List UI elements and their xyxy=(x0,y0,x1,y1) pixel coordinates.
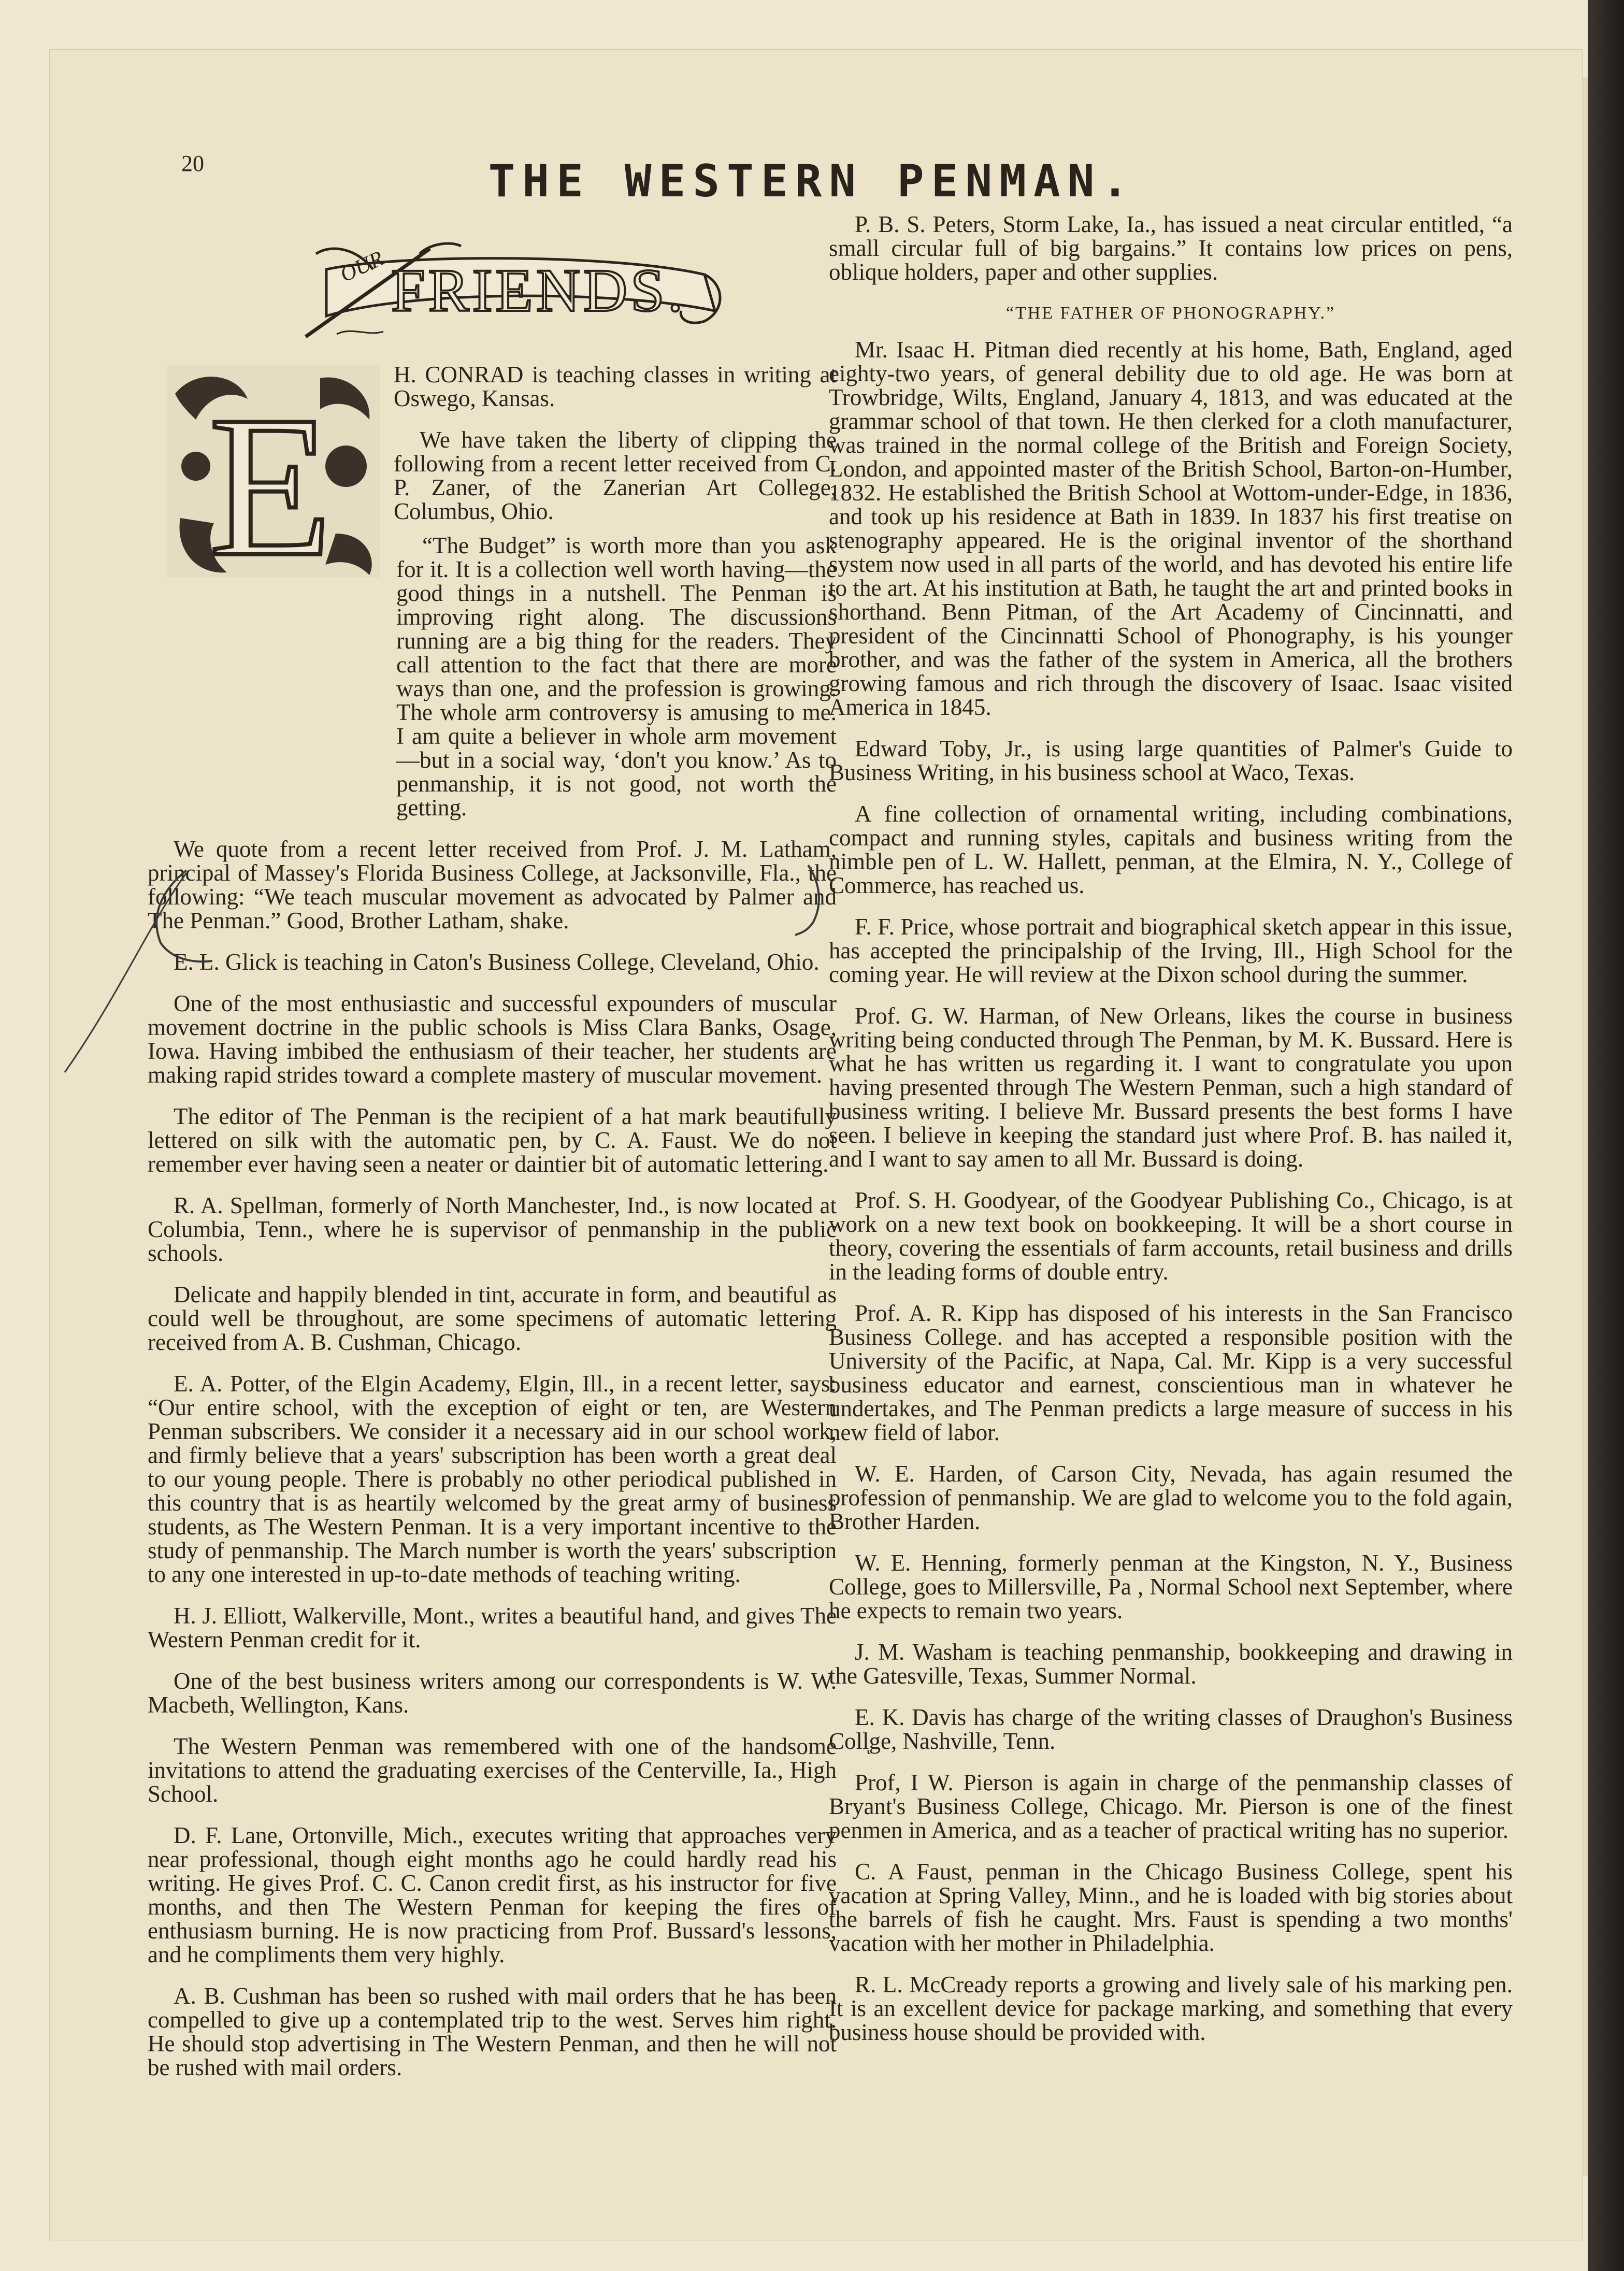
article-paragraph: F. F. Price, whose portrait and biographical sketch appear in this issue, has accepted the principalship of the Irving, Ill., High School for the coming year. He will review at the Dixon school during the summer. xyxy=(829,914,1513,987)
article-paragraph: R. L. McCready reports a growing and lively sale of his marking pen. It is an excellent device for package marking, and something that every business house should be provided with. xyxy=(829,1972,1513,2045)
article-paragraph: P. B. S. Peters, Storm Lake, Ia., has issued a neat circular entitled, “a small circular full of big bargains.” It contains low prices on pens, oblique holders, paper and other supplies. xyxy=(829,211,1513,285)
article-paragraph: Delicate and happily blended in tint, accurate in form, and beautiful as could well be throughout, are some specimens of automatic lettering received from A. B. Cushman, Chicago. xyxy=(148,1282,837,1355)
book-binding xyxy=(1588,0,1624,2271)
intro-paragraph: We have taken the liberty of clipping the following from a recent letter received from C. P. Zaner, of the Zanerian Art College, Columbus, Ohio. xyxy=(394,427,837,524)
drop-cap-letter: E xyxy=(209,375,333,580)
article-paragraph: E. A. Potter, of the Elgin Academy, Elgin, Ill., in a recent letter, says: “Our entire school, with the exception of eight or ten, are Western Penman subscribers. We consider it a necessary aid in our school work, and firmly believe that a years' subscription has been worth a great deal to our young people. There is probably no other periodical published in this country that is as heartily welcomed by the great army of business students, as The Western Penman. It is a very important incentive to the study of penmanship. The March number is worth the years' subscription to any one interested in up-to-date methods of teaching writing. xyxy=(148,1371,837,1587)
article-paragraph: Prof, I W. Pierson is again in charge of the penmanship classes of Bryant's Business College, Chicago. Mr. Pierson is one of the finest penmen in America, and as a teacher of practical writing has no superior. xyxy=(829,1770,1513,1843)
friends-banner xyxy=(295,233,730,352)
right-column xyxy=(829,212,1513,2062)
article-paragraph: The Western Penman was remembered with one of the handsome invitations to attend the graduating exercises of the Centerville, Ia., High School. xyxy=(148,1733,837,1807)
article-paragraph: W. E. Harden, of Carson City, Nevada, has again resumed the profession of penmanship. We are glad to welcome you to the fold again, Brother Harden. xyxy=(829,1461,1513,1534)
article-paragraph: “The Budget” is worth more than you ask for it. It is a collection well worth having—the good things in a nutshell. The Penman is improving right along. The discussions running are a big thing for the readers. They call attention to the fact that there are more ways than one, and the profession is growing. The whole arm controversy is amusing to me. I am quite a believer in whole arm movement—but in a social way, ‘don't you know.’ As to penmanship, it is not good, not worth the getting. xyxy=(396,533,837,821)
article-paragraph: Edward Toby, Jr., is using large quantities of Palmer's Guide to Business Writing, in his business school at Waco, Texas. xyxy=(829,736,1513,785)
banner-small-word: OUR xyxy=(336,246,387,288)
article-paragraph: D. F. Lane, Ortonville, Mich., executes writing that approaches very near professional, though eight months ago he could hardly read his writing. He gives Prof. C. C. Canon credit first, as his instructor for five months, and then The Western Penman for keeping the fires of enthusiasm burning. He is now practicing from Prof. Bussard's lessons, and he compliments them very highly. xyxy=(148,1822,837,1967)
article-paragraph: E. L. Glick is teaching in Caton's Business College, Cleveland, Ohio. xyxy=(174,949,820,975)
left-intro xyxy=(394,363,837,541)
article-paragraph: One of the most enthusiastic and successful expounders of muscular movement doctrine in the public schools is Miss Clara Banks, Osage, Iowa. Having imbibed the enthusiasm of their teacher, her students are making rapid strides toward a complete mastery of muscular movement. xyxy=(148,990,837,1088)
article-headline: “THE FATHER OF PHONOGRAPHY.” xyxy=(1005,304,1336,323)
masthead-title: THE WESTERN PENMAN. xyxy=(488,155,1136,207)
article-paragraph: The editor of The Penman is the recipient of a hat mark beautifully lettered on silk with the automatic pen, by C. A. Faust. We do not remember ever having seen a neater or daintier bit of automatic lettering. xyxy=(148,1103,837,1177)
article-paragraph: A. B. Cushman has been so rushed with mail orders that he has been compelled to give up a contemplated trip to the west. Serves him right. He should stop advertising in The Western Penman, and then he will not be rushed with mail orders. xyxy=(148,1983,837,2080)
page-number: 20 xyxy=(181,151,204,176)
article-paragraph: We quote from a recent letter received from Prof. J. M. Latham, principal of Massey's Florida Business College, at Jacksonville, Fla., the following: “We teach muscular movement as advocated by Palmer and The Penman.” Good, Brother Latham, shake. xyxy=(148,836,837,933)
article-paragraph: Mr. Isaac H. Pitman died recently at his home, Bath, England, aged eighty-two years, of general debility due to old age. He was born at Trowbridge, Wilts, England, January 4, 1813, and was educated at the grammar school of that town. He then clerked for a cloth manufacturer, was trained in the normal college of the British and Foreign Society, London, and appointed master of the British School, Barton-on-Humber, 1832. He established the British School at Wottom-under-Edge, in 1836, and took up his residence at Bath in 1839. In 1837 his first treatise on stenography appeared. He is the original inventor of the shorthand system now used in all parts of the world, and has devoted his entire life to the art. At his institution at Bath, he taught the art and printed books in shorthand. Benn Pitman, of the Art Academy of Cincinnatti, and president of the Cincinnatti School of Phonography, is his younger brother, and was the father of the system in America, all the brothers growing famous and rich through the discovery of Isaac. Isaac visited America in 1845. xyxy=(829,337,1513,720)
article-paragraph: Prof. S. H. Goodyear, of the Goodyear Publishing Co., Chicago, is at work on a new text book on bookkeeping. It will be a short course in theory, covering the essentials of farm accounts, retail business and drills in the leading forms of double entry. xyxy=(829,1187,1513,1285)
article-paragraph: R. A. Spellman, formerly of North Manchester, Ind., is now located at Columbia, Tenn., where he is supervisor of penmanship in the public schools. xyxy=(148,1192,837,1266)
article-paragraph: H. J. Elliott, Walkerville, Mont., writes a beautiful hand, and gives The Western Penman credit for it. xyxy=(148,1603,837,1652)
article-paragraph: J. M. Washam is teaching penmanship, bookkeeping and drawing in the Gatesville, Texas, Summer Normal. xyxy=(829,1639,1513,1689)
article-paragraph: C. A Faust, penman in the Chicago Business College, spent his vacation at Spring Valley, Minn., and he is loaded with big stories about the barrels of fish he caught. Mrs. Faust is spending a two months' vacation with her mother in Philadelphia. xyxy=(829,1859,1513,1956)
article-paragraph: Prof. A. R. Kipp has disposed of his interests in the San Francisco Business College. and has accepted a responsible position with the University of the Pacific, at Napa, Cal. Mr. Kipp is a very successful business educator and earnest, conscientious man in whatever he undertakes, and The Penman predicts a large measure of success in his new field of labor. xyxy=(829,1300,1513,1445)
handwritten-bracket-mark xyxy=(57,860,839,1077)
left-column xyxy=(148,534,837,2097)
article-paragraph: One of the best business writers among our correspondents is W. W. Macbeth, Wellington, Kans. xyxy=(148,1668,837,1718)
intro-paragraph: H. CONRAD is teaching classes in writing at Oswego, Kansas. xyxy=(394,362,837,411)
article-paragraph: Prof. G. W. Harman, of New Orleans, likes the course in business writing being conducted through The Penman, by M. K. Bussard. Here is what he has written us regarding it. I want to congratulate you upon having presented through The Western Penman, such a high standard of business writing. I believe Mr. Bussard presents the best forms I have seen. I believe in keeping the standard just where Prof. B. has nailed it, and I want to say amen to all Mr. Bussard is doing. xyxy=(829,1003,1513,1172)
article-paragraph: A fine collection of ornamental writing, including combinations, compact and running styles, capitals and business writing from the nimble pen of L. W. Hallett, penman, at the Elmira, N. Y., College of Commerce, has reached us. xyxy=(829,801,1513,898)
article-paragraph: E. K. Davis has charge of the writing classes of Draughon's Business Collͅge, Nashville, Tenn. xyxy=(829,1704,1513,1754)
article-paragraph: W. E. Henning, formerly penman at the Kingston, N. Y., Business College, goes to Millersville, Pa , Normal School next September, where he expects to remain two years. xyxy=(829,1550,1513,1623)
banner-large-word: FRIENDS. xyxy=(391,256,686,324)
